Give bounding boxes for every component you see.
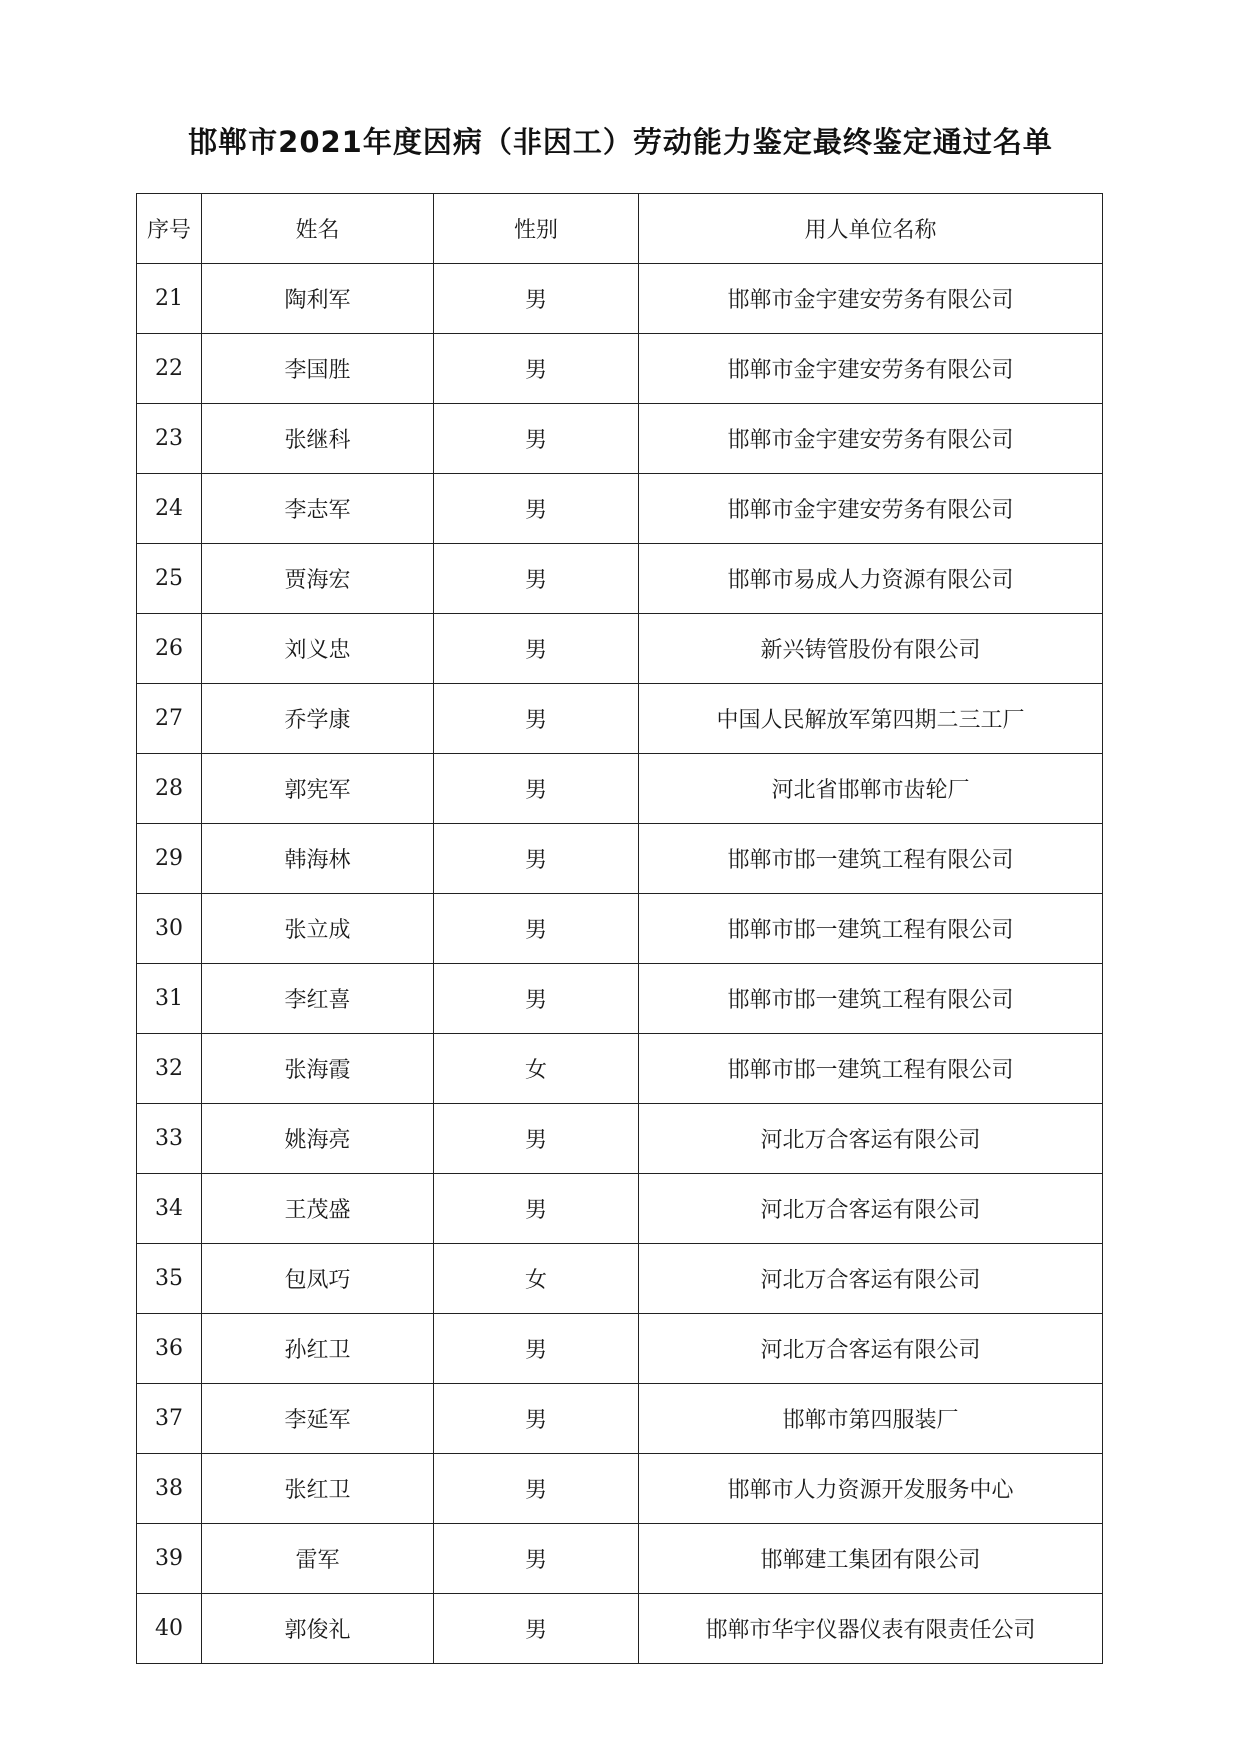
cell-no: 35 (137, 1244, 202, 1314)
cell-sex: 男 (434, 404, 639, 474)
cell-no: 39 (137, 1524, 202, 1594)
cell-name: 贾海宏 (202, 544, 434, 614)
cell-sex: 男 (434, 1454, 639, 1524)
cell-no: 33 (137, 1104, 202, 1174)
table-row (137, 334, 1103, 404)
cell-name: 张海霞 (202, 1034, 434, 1104)
cell-name: 李志军 (202, 474, 434, 544)
cell-unit: 邯郸市第四服装厂 (639, 1384, 1103, 1454)
cell-no: 32 (137, 1034, 202, 1104)
cell-unit: 河北万合客运有限公司 (639, 1314, 1103, 1384)
cell-no: 40 (137, 1594, 202, 1664)
table-row (137, 1594, 1103, 1664)
cell-no: 22 (137, 334, 202, 404)
header-unit: 用人单位名称 (639, 194, 1103, 264)
cell-name: 郭宪军 (202, 754, 434, 824)
cell-sex: 男 (434, 1314, 639, 1384)
cell-unit: 邯郸市邯一建筑工程有限公司 (639, 1034, 1103, 1104)
cell-name: 韩海林 (202, 824, 434, 894)
cell-no: 31 (137, 964, 202, 1034)
cell-unit: 邯郸市邯一建筑工程有限公司 (639, 964, 1103, 1034)
cell-name: 包凤巧 (202, 1244, 434, 1314)
cell-name: 郭俊礼 (202, 1594, 434, 1664)
cell-sex: 男 (434, 1174, 639, 1244)
cell-unit: 新兴铸管股份有限公司 (639, 614, 1103, 684)
cell-unit: 河北万合客运有限公司 (639, 1244, 1103, 1314)
cell-name: 李延军 (202, 1384, 434, 1454)
cell-no: 34 (137, 1174, 202, 1244)
cell-name: 孙红卫 (202, 1314, 434, 1384)
table-row (137, 474, 1103, 544)
cell-unit: 邯郸市人力资源开发服务中心 (639, 1454, 1103, 1524)
cell-sex: 男 (434, 964, 639, 1034)
table-row (137, 1034, 1103, 1104)
table-row (137, 754, 1103, 824)
cell-no: 23 (137, 404, 202, 474)
table-row (137, 1384, 1103, 1454)
cell-sex: 男 (434, 264, 639, 334)
cell-sex: 男 (434, 474, 639, 544)
cell-unit: 邯郸市华宇仪器仪表有限责任公司 (639, 1594, 1103, 1664)
cell-no: 28 (137, 754, 202, 824)
cell-no: 30 (137, 894, 202, 964)
cell-name: 陶利军 (202, 264, 434, 334)
table-row (137, 684, 1103, 754)
cell-unit: 邯郸市金宇建安劳务有限公司 (639, 474, 1103, 544)
cell-sex: 男 (434, 754, 639, 824)
header-name: 姓名 (202, 194, 434, 264)
cell-name: 李国胜 (202, 334, 434, 404)
cell-sex: 男 (434, 1594, 639, 1664)
cell-no: 21 (137, 264, 202, 334)
header-sex: 性别 (434, 194, 639, 264)
cell-name: 刘义忠 (202, 614, 434, 684)
cell-unit: 邯郸市邯一建筑工程有限公司 (639, 824, 1103, 894)
table-row (137, 404, 1103, 474)
table-row (137, 964, 1103, 1034)
cell-no: 27 (137, 684, 202, 754)
cell-sex: 女 (434, 1034, 639, 1104)
cell-name: 王茂盛 (202, 1174, 434, 1244)
cell-no: 26 (137, 614, 202, 684)
cell-name: 张继科 (202, 404, 434, 474)
cell-name: 张红卫 (202, 1454, 434, 1524)
cell-unit: 邯郸市易成人力资源有限公司 (639, 544, 1103, 614)
cell-sex: 男 (434, 824, 639, 894)
table-row (137, 1174, 1103, 1244)
cell-unit: 邯郸市邯一建筑工程有限公司 (639, 894, 1103, 964)
cell-sex: 男 (434, 614, 639, 684)
cell-name: 雷军 (202, 1524, 434, 1594)
cell-no: 29 (137, 824, 202, 894)
table-row (137, 1524, 1103, 1594)
cell-unit: 中国人民解放军第四期二三工厂 (639, 684, 1103, 754)
cell-sex: 男 (434, 1524, 639, 1594)
cell-name: 李红喜 (202, 964, 434, 1034)
cell-no: 37 (137, 1384, 202, 1454)
cell-no: 38 (137, 1454, 202, 1524)
table-row (137, 1454, 1103, 1524)
table-row (137, 544, 1103, 614)
cell-no: 36 (137, 1314, 202, 1384)
cell-unit: 河北万合客运有限公司 (639, 1174, 1103, 1244)
table-row (137, 1104, 1103, 1174)
cell-sex: 男 (434, 894, 639, 964)
cell-sex: 男 (434, 544, 639, 614)
cell-no: 24 (137, 474, 202, 544)
cell-sex: 男 (434, 684, 639, 754)
cell-unit: 邯郸市金宇建安劳务有限公司 (639, 404, 1103, 474)
cell-name: 张立成 (202, 894, 434, 964)
header-no: 序号 (137, 194, 202, 264)
cell-sex: 女 (434, 1244, 639, 1314)
cell-unit: 河北省邯郸市齿轮厂 (639, 754, 1103, 824)
cell-sex: 男 (434, 1384, 639, 1454)
table-row (137, 824, 1103, 894)
roster-table (136, 193, 1103, 1664)
table-row (137, 264, 1103, 334)
cell-sex: 男 (434, 334, 639, 404)
cell-unit: 河北万合客运有限公司 (639, 1104, 1103, 1174)
cell-no: 25 (137, 544, 202, 614)
cell-name: 姚海亮 (202, 1104, 434, 1174)
table-row (137, 1244, 1103, 1314)
cell-unit: 邯郸市金宇建安劳务有限公司 (639, 264, 1103, 334)
cell-unit: 邯郸市金宇建安劳务有限公司 (639, 334, 1103, 404)
table-row (137, 614, 1103, 684)
cell-name: 乔学康 (202, 684, 434, 754)
table-header-row (137, 194, 1103, 264)
page-title: 邯郸市2021年度因病（非因工）劳动能力鉴定最终鉴定通过名单 (188, 125, 1053, 159)
cell-sex: 男 (434, 1104, 639, 1174)
cell-unit: 邯郸建工集团有限公司 (639, 1524, 1103, 1594)
table-row (137, 1314, 1103, 1384)
table-row (137, 894, 1103, 964)
